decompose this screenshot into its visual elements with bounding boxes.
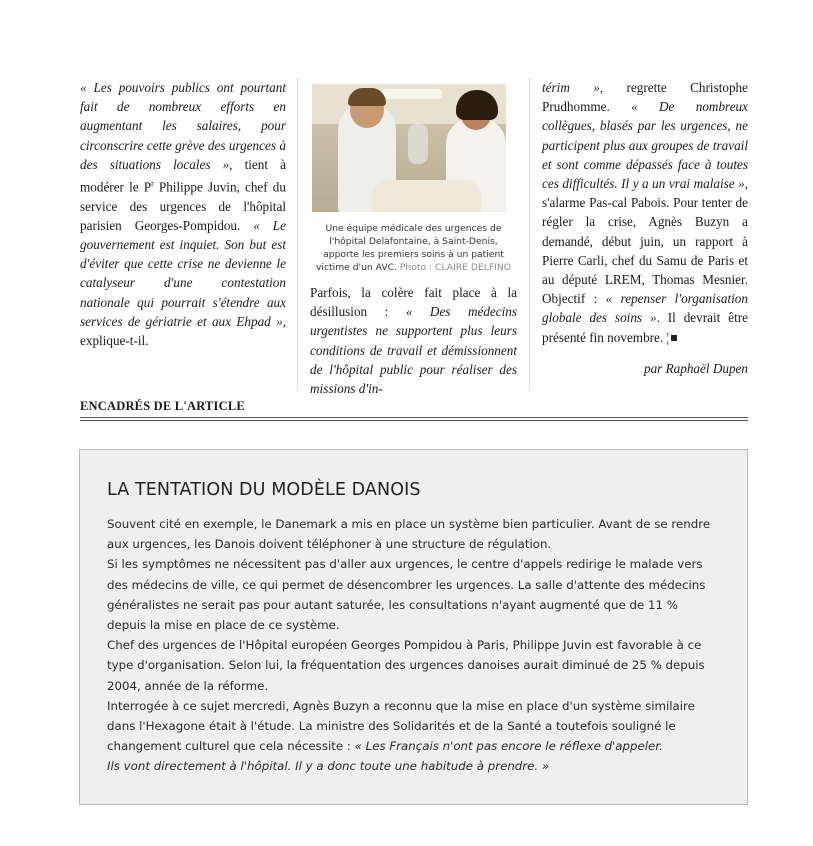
title-superscript: r [151,179,154,189]
sidebar-box [79,449,748,805]
sidebar-paragraph: Si les symptômes ne nécessitent pas d'aller aux urgences, le centre d'appels redirige le malade vers des médecins de ville, ce qui permet de désencombrer les urgences. La salle d'attente des médecins généralistes ne serait pas pour autant saturée, les consultations n'ayant augmenté que de 11 % depuis la mise en place de ce système. [107,557,706,633]
photo-credit: Photo : CLAIRE DELFINO [399,262,511,273]
sidebar-quote: « Les Français n'ont pas encore le réflexe d'appeler. [354,739,663,754]
byline: par Raphaël Dupen [643,360,748,376]
text-juvin-role: Philippe Juvin, chef du service des urgences de l'hôpital parisien Georges-Pompidou. [80,179,286,233]
text-pabois-report: , s'alarme Pas-cal Pabois. Pour tenter de régler la crise, Agnès Buzyn a demandé, début juin, un rapport à Pierre Carli, chef du Samu de Paris et au député LREM, Thomas Mesnier. Objectif : [542,176,748,307]
article-column-3 [542,78,748,378]
quote-colleagues: « De nombreux collègues, blasés par les urgences, ne participent plus aux groupes de travail et sont comme dépassés face à toutes ces difficultés. Il y a un vrai malaise » [542,99,748,192]
sidebar-quote: Ils vont directement à l'hôpital. Il y a donc toute une habitude à prendre. » [107,759,550,774]
section-rule [80,417,748,418]
text-attribution-juvin: , tient à modérer le P [80,156,286,195]
sidebar-paragraph [107,696,719,757]
sidebar-paragraph: Chef des urgences de l'Hôpital européen Georges Pompidou à Paris, Philippe Juvin est favorable à ce type d'organisation. Selon lui, la fréquentation des urgences danoises aurait diminué de 25 % depuis 2004, année de la réforme. [107,638,705,693]
sidebar-title: LA TENTATION DU MODÈLE DANOIS [107,480,421,500]
sidebar-paragraph: Souvent cité en exemple, le Danemark a mis en place un système bien particulier. Avant de se rendre aux urgences, les Danois doivent téléphoner à une structure de régulation. [107,517,711,552]
article-photo [312,84,506,212]
quote-interim: térim » [542,80,600,95]
text-explains: , explique-t-il. [80,313,286,349]
quote-rethink-organisation: « repenser l'organisation globale des soins » [542,291,748,326]
photo-caption [310,222,517,274]
text-disillusion: Parfois, la colère fait place à la désillusion : [310,285,517,320]
sidebar-paragraph-text: Interrogée à ce sujet mercredi, Agnès Buzyn a reconnu que la mise en place d'un système similaire dans l'Hexagone était à l'étude. La ministre des Solidarités et de la Santé a toutefois souligné le changement culturel que cela nécessite : [107,698,695,754]
end-of-article-mark [671,335,677,341]
text-prudhomme: , regrette Christophe Prudhomme. [542,80,748,115]
photo-caption-text: Une équipe médicale des urgences de l'hôpital Delafontaine, à Saint-Denis, apporte les premiers soins à un patient victime d'un AVC. [316,223,504,273]
quote-emergency-doctors: « Des médecins urgentistes ne supportent plus leurs conditions de travail et démissionnent de l'hôpital public pour réaliser des missions d'in- [310,304,518,397]
article-column-1 [80,78,286,350]
column-divider [297,78,298,390]
quote-public-powers: « Les pouvoirs publics ont pourtant fait de nombreux efforts en augmentant les salaires, pour circonscrire cette grève des urgences à des situations locales » [80,80,286,172]
sidebar-body [107,514,719,777]
article-column-2 [310,84,517,398]
section-rule [80,420,748,421]
column-divider [529,78,530,390]
section-heading: ENCADRÉS DE L'ARTICLE [80,399,245,413]
text-november: . Il devrait être présenté fin novembre. ¦ [542,310,748,345]
quote-government-worried: « Le gouvernement est inquiet. Son but est d'éviter que cette crise ne devienne le catalyseur d'une contestation nationale qui pourrait s'étendre aux services de gériatrie et aux Ehpad » [80,217,286,329]
